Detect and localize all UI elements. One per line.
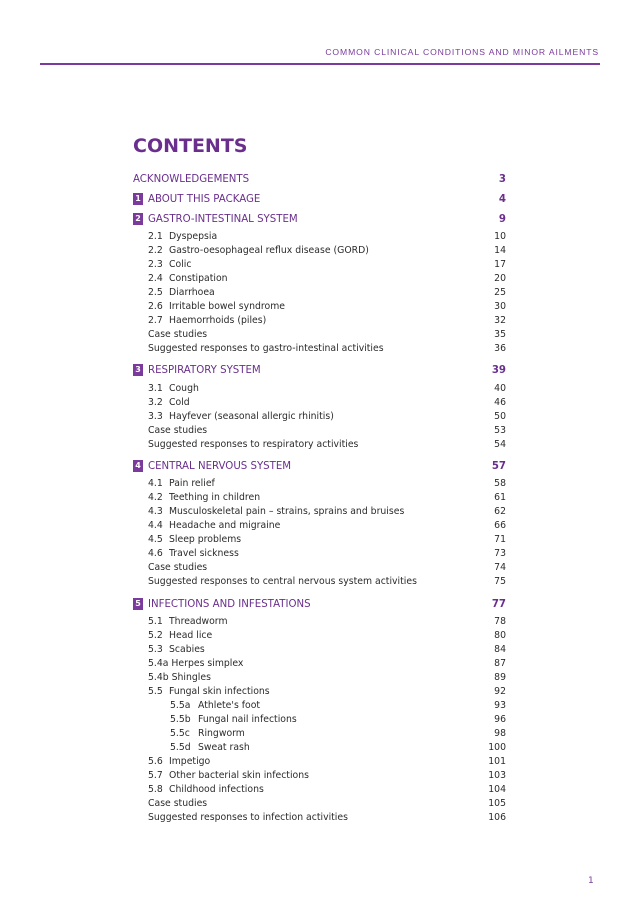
toc-item-title: Pain relief: [169, 477, 215, 489]
toc-item-title: 5.4a Herpes simplex: [148, 657, 244, 669]
toc-item-title: Dyspepsia: [169, 230, 218, 242]
toc-item-title: Constipation: [169, 272, 228, 284]
toc-subitem[interactable]: [170, 698, 506, 712]
toc-item-page: 61: [494, 491, 506, 503]
toc-item-number: 4.2: [148, 491, 163, 503]
toc-item-title: Head lice: [169, 629, 213, 641]
toc-item-number: 4.3: [148, 505, 163, 517]
toc-item-page: 74: [494, 561, 506, 573]
toc-item-number: 5.5a: [170, 699, 191, 711]
section-number-badge: 2: [133, 213, 143, 225]
toc-item-page: 40: [494, 382, 506, 394]
toc-item-title: Case studies: [148, 328, 208, 340]
toc-item-number: 5.5d: [170, 741, 191, 753]
toc-item[interactable]: [148, 628, 506, 642]
section-number-badge: 5: [133, 598, 143, 610]
toc-item-title: Fungal skin infections: [169, 685, 270, 697]
toc-item-number: 3.3: [148, 410, 163, 422]
toc-item-title: Cold: [169, 396, 190, 408]
toc-item[interactable]: [148, 810, 506, 824]
toc-item-page: 66: [494, 519, 506, 531]
toc-item-page: 92: [494, 685, 506, 697]
toc-item[interactable]: [148, 341, 506, 355]
toc-item-title: Hayfever (seasonal allergic rhinitis): [169, 410, 334, 422]
toc-item-page: 103: [488, 769, 506, 781]
toc-item-number: 5.6: [148, 755, 163, 767]
toc-item-page: 93: [494, 699, 506, 711]
toc-item-page: 53: [494, 424, 506, 436]
toc-item[interactable]: [148, 614, 506, 628]
toc-section-2[interactable]: [133, 212, 506, 226]
toc-item[interactable]: [148, 285, 506, 299]
toc-item-page: 101: [488, 755, 506, 767]
running-header: COMMON CLINICAL CONDITIONS AND MINOR AILMENTS: [325, 47, 599, 57]
toc-item[interactable]: [148, 656, 506, 670]
toc-item[interactable]: [148, 437, 506, 451]
toc-item-number: 4.4: [148, 519, 163, 531]
toc-item-title: Suggested responses to infection activities: [148, 811, 348, 823]
toc-item-title: Sweat rash: [198, 741, 250, 753]
toc-item[interactable]: [148, 796, 506, 810]
toc-item-number: 5.5c: [170, 727, 190, 739]
toc-item-page: 80: [494, 629, 506, 641]
toc-item[interactable]: [148, 574, 506, 588]
toc-item-number: 4.1: [148, 477, 163, 489]
toc-item[interactable]: [148, 313, 506, 327]
toc-item-page: 100: [488, 741, 506, 753]
page-number: 1: [588, 876, 594, 886]
toc-item[interactable]: [148, 768, 506, 782]
toc-title: RESPIRATORY SYSTEM: [148, 364, 261, 376]
toc-item-page: 17: [494, 258, 506, 270]
toc-item[interactable]: [148, 409, 506, 423]
toc-item[interactable]: [148, 257, 506, 271]
toc-item[interactable]: [148, 684, 506, 698]
toc-item-title: Fungal nail infections: [198, 713, 297, 725]
toc-item-number: 2.7: [148, 314, 163, 326]
toc-item-title: Travel sickness: [169, 547, 239, 559]
toc-item-page: 75: [494, 575, 506, 587]
toc-item-page: 20: [494, 272, 506, 284]
toc-item[interactable]: [148, 490, 506, 504]
toc-page: 3: [498, 173, 506, 185]
toc-page: 4: [498, 193, 506, 205]
toc-item[interactable]: [148, 532, 506, 546]
section-number-badge: 3: [133, 364, 143, 376]
toc-item-page: 71: [494, 533, 506, 545]
toc-item-number: 3.2: [148, 396, 163, 408]
toc-item-number: 2.6: [148, 300, 163, 312]
toc-item[interactable]: [148, 299, 506, 313]
toc-item-title: Ringworm: [198, 727, 245, 739]
toc-item-page: 32: [494, 314, 506, 326]
toc-page: 57: [491, 460, 506, 472]
toc-item[interactable]: [148, 229, 506, 243]
toc-entry-acknowledgements[interactable]: [133, 172, 506, 186]
toc-item-title: Gastro-oesophageal reflux disease (GORD): [169, 244, 369, 256]
toc-item-page: 58: [494, 477, 506, 489]
toc-item-number: 5.5b: [170, 713, 191, 725]
toc-item-number: 2.1: [148, 230, 163, 242]
toc-item-number: 5.1: [148, 615, 163, 627]
toc-item-number: 5.7: [148, 769, 163, 781]
toc-item-page: 96: [494, 713, 506, 725]
toc-item-page: 46: [494, 396, 506, 408]
toc-item-number: 5.2: [148, 629, 163, 641]
toc-item-title: Haemorrhoids (piles): [169, 314, 267, 326]
toc-item-title: Suggested responses to central nervous system activities: [148, 575, 417, 587]
toc-item-title: Impetigo: [169, 755, 211, 767]
toc-item-title: Cough: [169, 382, 199, 394]
toc-page: 77: [491, 598, 506, 610]
toc-subitem[interactable]: [170, 726, 506, 740]
toc-subitem[interactable]: [170, 712, 506, 726]
toc-item-title: Case studies: [148, 424, 208, 436]
toc-item[interactable]: [148, 504, 506, 518]
toc-item-number: 4.5: [148, 533, 163, 545]
toc-item-page: 106: [488, 811, 506, 823]
toc-item-number: 4.6: [148, 547, 163, 559]
toc-item-number: 2.5: [148, 286, 163, 298]
toc-item-title: 5.4b Shingles: [148, 671, 211, 683]
toc-item[interactable]: [148, 670, 506, 684]
toc-page: 9: [498, 213, 506, 225]
toc-item[interactable]: [148, 754, 506, 768]
toc-item-number: 5.5: [148, 685, 163, 697]
toc-item-title: Case studies: [148, 797, 208, 809]
toc-item-number: 3.1: [148, 382, 163, 394]
toc-item-title: Other bacterial skin infections: [169, 769, 309, 781]
toc-section-1[interactable]: [133, 192, 506, 206]
toc-item[interactable]: [148, 271, 506, 285]
toc-subitem[interactable]: [170, 740, 506, 754]
toc-item-page: 50: [494, 410, 506, 422]
toc-item-page: 84: [494, 643, 506, 655]
toc-item-page: 25: [494, 286, 506, 298]
toc-item-title: Childhood infections: [169, 783, 264, 795]
toc-item-page: 89: [494, 671, 506, 683]
toc-item-title: Case studies: [148, 561, 208, 573]
toc-title: GASTRO-INTESTINAL SYSTEM: [148, 213, 298, 225]
toc-item[interactable]: [148, 546, 506, 560]
toc-page: 39: [491, 364, 506, 376]
toc-section-3[interactable]: [133, 363, 506, 377]
toc-section-4[interactable]: [133, 459, 506, 473]
page-title: CONTENTS: [133, 135, 248, 157]
toc-item[interactable]: [148, 782, 506, 796]
toc-item-title: Suggested responses to gastro-intestinal activities: [148, 342, 384, 354]
toc-item-page: 35: [494, 328, 506, 340]
toc-item-page: 78: [494, 615, 506, 627]
toc-title: INFECTIONS AND INFESTATIONS: [148, 598, 311, 610]
toc-item-page: 73: [494, 547, 506, 559]
toc-item-title: Headache and migraine: [169, 519, 281, 531]
toc-item-page: 87: [494, 657, 506, 669]
toc-item-number: 2.2: [148, 244, 163, 256]
toc-item-number: 2.4: [148, 272, 163, 284]
toc-item-title: Irritable bowel syndrome: [169, 300, 285, 312]
toc-item-page: 62: [494, 505, 506, 517]
toc-section-5[interactable]: [133, 597, 506, 611]
header-rule: [40, 63, 600, 65]
toc-item-title: Diarrhoea: [169, 286, 215, 298]
toc-item-number: 5.8: [148, 783, 163, 795]
toc-item-title: Threadworm: [169, 615, 228, 627]
toc-item-page: 104: [488, 783, 506, 795]
toc-title: ACKNOWLEDGEMENTS: [133, 173, 250, 185]
toc-item[interactable]: [148, 395, 506, 409]
toc-item-page: 36: [494, 342, 506, 354]
toc-item-number: 2.3: [148, 258, 163, 270]
toc-item[interactable]: [148, 518, 506, 532]
toc-item[interactable]: [148, 642, 506, 656]
toc-item-page: 98: [494, 727, 506, 739]
toc-item-page: 54: [494, 438, 506, 450]
toc-item-title: Teething in children: [169, 491, 261, 503]
toc-item-page: 14: [494, 244, 506, 256]
toc-title: ABOUT THIS PACKAGE: [148, 193, 261, 205]
toc-item-page: 10: [494, 230, 506, 242]
toc-item-title: Sleep problems: [169, 533, 242, 545]
toc-item-title: Scabies: [169, 643, 205, 655]
section-number-badge: 1: [133, 193, 143, 205]
toc-item-number: 5.3: [148, 643, 163, 655]
toc-item-title: Suggested responses to respiratory activities: [148, 438, 359, 450]
toc-item[interactable]: [148, 381, 506, 395]
toc-item-title: Athlete's foot: [198, 699, 261, 711]
toc-item-title: Musculoskeletal pain – strains, sprains and bruises: [169, 505, 405, 517]
section-number-badge: 4: [133, 460, 143, 472]
toc-item[interactable]: [148, 560, 506, 574]
toc-item-title: Colic: [169, 258, 192, 270]
toc-item[interactable]: [148, 476, 506, 490]
toc-title: CENTRAL NERVOUS SYSTEM: [148, 460, 292, 472]
toc-item[interactable]: [148, 423, 506, 437]
toc-item[interactable]: [148, 243, 506, 257]
toc-item[interactable]: [148, 327, 506, 341]
toc-item-page: 105: [488, 797, 506, 809]
toc-item-page: 30: [494, 300, 506, 312]
